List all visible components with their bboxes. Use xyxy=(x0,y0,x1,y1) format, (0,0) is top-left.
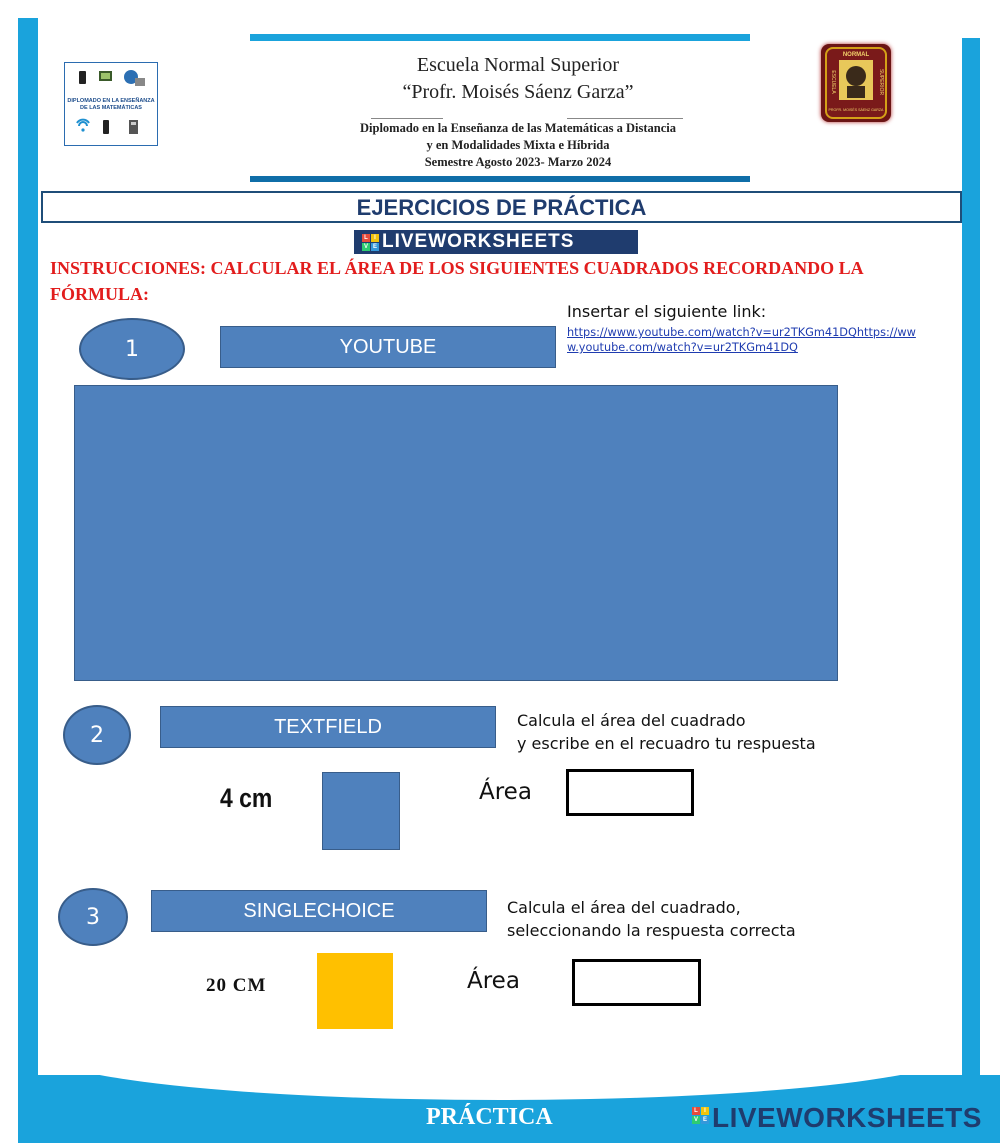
page-title: EJERCICIOS DE PRÁCTICA xyxy=(356,195,647,220)
diplomado-logo xyxy=(64,62,158,146)
side-length-4cm: 4 cm xyxy=(220,783,273,813)
seal-bottom-text: PROFR. MOISÉS SÁENZ GARZA xyxy=(828,108,884,112)
footer-practice-text: PRÁCTICA xyxy=(426,1104,553,1130)
seal-emblem-icon xyxy=(821,44,891,122)
section-3-number: 3 xyxy=(58,888,128,946)
school-name xyxy=(300,52,736,106)
blue-square xyxy=(322,772,400,850)
right-border-bar xyxy=(962,38,980,1088)
program-line2: y en Modalidades Mixta e Híbrida xyxy=(426,138,610,152)
section-2-desc-line2: y escribe en el recuadro tu respuesta xyxy=(517,734,816,753)
section-2-number: 2 xyxy=(63,705,131,765)
footer-liveworksheets-logo-icon xyxy=(692,1107,709,1124)
program-line1: Diplomado en la Enseñanza de las Matemáticas a Distancia xyxy=(360,121,676,135)
section-3-desc-line2: seleccionando la respuesta correcta xyxy=(507,921,796,940)
school-seal xyxy=(821,44,891,122)
section-2-desc-line1: Calcula el área del cuadrado xyxy=(517,711,746,730)
section-3-desc-line1: Calcula el área del cuadrado, xyxy=(507,898,741,917)
side-length-20cm: 20 CM xyxy=(206,975,267,996)
school-name-line1: Escuela Normal Superior xyxy=(416,54,620,76)
yellow-square xyxy=(317,953,393,1029)
logo-letter-e: E xyxy=(372,244,377,250)
youtube-link[interactable]: https://www.youtube.com/watch?v=ur2TKGm41DQhttps://www.youtube.com/watch?v=ur2TKGm41DQ xyxy=(567,326,916,354)
header-top-line xyxy=(250,34,750,41)
insert-link-label: Insertar el siguiente link: xyxy=(567,302,767,321)
program-info xyxy=(290,120,746,171)
logo-letter-l: L xyxy=(362,234,370,242)
seal-top-text: NORMAL xyxy=(842,52,870,58)
instructions-text: INSTRUCCIONES: CALCULAR EL ÁREA DE LOS SIGUIENTES CUADRADOS RECORDANDO LA FÓRMULA: xyxy=(50,258,863,304)
youtube-label: YOUTUBE xyxy=(220,326,556,368)
section-3-description xyxy=(507,896,796,942)
header-divider-right xyxy=(567,118,683,119)
seal-right-text: SUPERIOR xyxy=(878,68,884,96)
footer-logo-letter-e: E xyxy=(702,1117,707,1123)
section-2-description xyxy=(517,709,816,755)
school-name-line2: “Profr. Moisés Sáenz Garza” xyxy=(402,81,634,103)
area-label-3: Área xyxy=(467,968,520,994)
textfield-label: TEXTFIELD xyxy=(160,706,496,748)
header-bottom-line xyxy=(250,176,750,182)
liveworksheets-badge-text: LIVEWORKSHEETS xyxy=(382,231,575,252)
singlechoice-label: SINGLECHOICE xyxy=(151,890,487,932)
seal-left-text: ESCUELA xyxy=(830,70,836,94)
area-choice-select[interactable] xyxy=(572,959,701,1006)
footer-logo-letter-v: V xyxy=(693,1117,698,1123)
footer-brand[interactable]: LIVEWORKSHEETS xyxy=(712,1102,982,1133)
liveworksheets-logo-icon xyxy=(362,234,379,251)
logo-letter-i: I xyxy=(371,234,379,242)
semester-line: Semestre Agosto 2023- Marzo 2024 xyxy=(424,155,612,169)
diplomado-logo-text: DIPLOMADO EN LA ENSEÑANZA DE LAS MATEMÁTICAS xyxy=(67,98,155,111)
left-border-bar xyxy=(18,18,38,1088)
area-label-2: Área xyxy=(479,779,532,805)
section-1-number: 1 xyxy=(79,318,185,380)
footer-logo-grid xyxy=(692,1107,709,1124)
area-answer-input[interactable] xyxy=(566,769,694,816)
logo-letter-v: V xyxy=(363,244,368,250)
header-divider-left xyxy=(371,118,443,119)
footer-logo-letter-i: I xyxy=(701,1107,709,1115)
video-placeholder[interactable] xyxy=(74,385,838,681)
footer-logo-letter-l: L xyxy=(692,1107,700,1115)
